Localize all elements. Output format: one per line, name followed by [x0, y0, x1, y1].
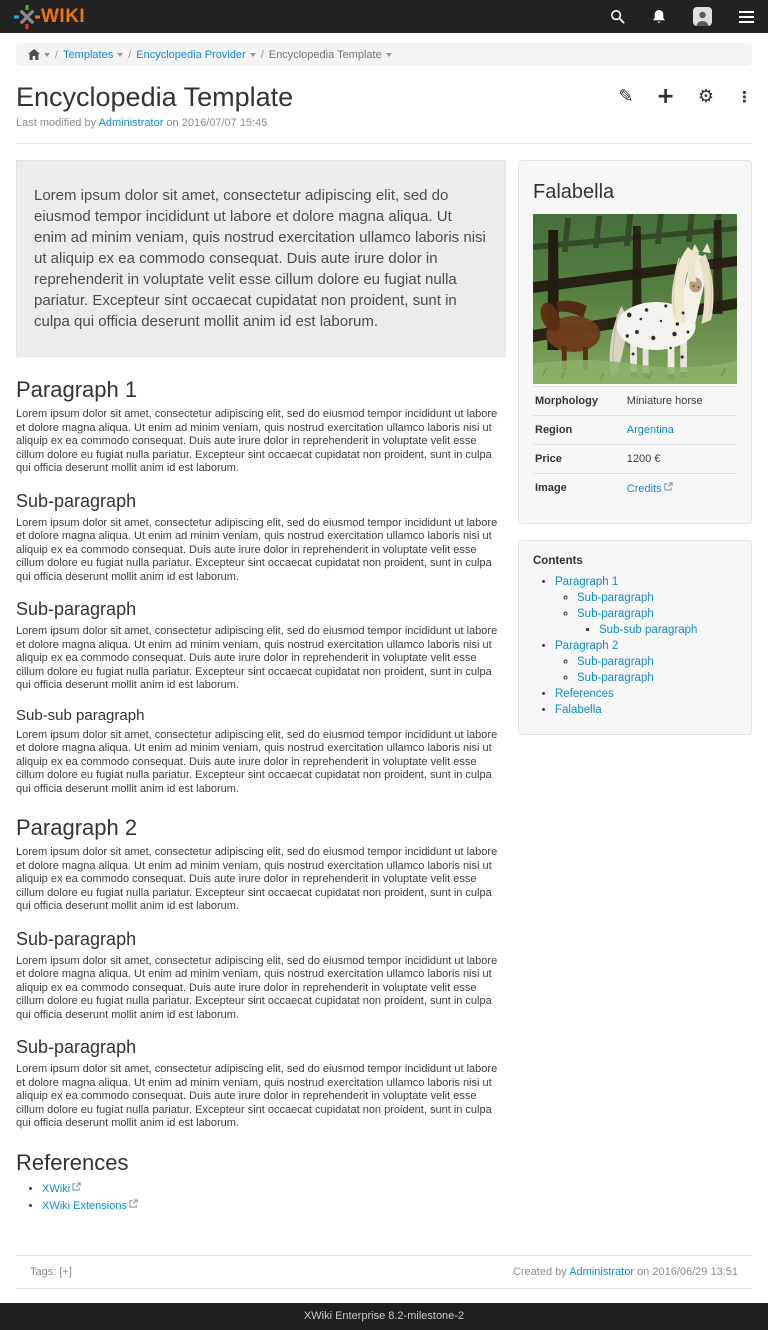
credits-label: Credits: [626, 483, 662, 495]
section-heading-paragraph-2: Paragraph 2: [16, 815, 138, 840]
references-list: [42, 1182, 506, 1212]
page-header: [0, 70, 768, 129]
region-link[interactable]: Argentina: [626, 424, 674, 436]
section-heading-references: References: [16, 1149, 129, 1175]
infobox-table: [533, 386, 737, 509]
last-modified-prefix: Last modified by: [16, 117, 97, 129]
lead-box: Lorem ipsum dolor sit amet, consectetur adipiscing elit, sed do eiusmod tempor incididunt ut labore et dolore magna aliqua. Ut enim ad minim veniam, quis nostrud exercitation ullamco laboris nisi ut aliquip ex ea commodo consequat. Duis aute irure dolor in reprehenderit in voluptate velit esse cillum dolore eu fugiat nulla pariatur. Excepteur sint occaecat cupidatat non proident, sunt in culpa qui officia deserunt mollit anim id est laborum.: [16, 160, 506, 357]
infobox-row-label: Morphology: [533, 387, 625, 416]
infobox-row-label: Price: [533, 445, 625, 474]
table-row: [533, 387, 737, 416]
list-item: [577, 592, 737, 604]
toc-link-sub-paragraph[interactable]: Sub-paragraph: [577, 608, 654, 620]
toc-list: [533, 576, 737, 716]
infobox-row-label: Image: [533, 474, 625, 510]
toc-link-paragraph-2[interactable]: Paragraph 2: [555, 640, 619, 652]
main-content: [16, 160, 506, 1222]
toc-link-references[interactable]: References: [555, 688, 614, 700]
section-heading-sub-paragraph: Sub-paragraph: [16, 490, 137, 511]
list-item: [555, 688, 737, 700]
search-button[interactable]: [610, 9, 625, 24]
version-text: XWiki Enterprise 8.2-milestone-2: [303, 1310, 465, 1322]
infobox-row-label: Region: [533, 416, 625, 445]
table-row: [533, 474, 737, 510]
list-item: [599, 624, 737, 636]
table-row: [533, 416, 737, 445]
bell-icon: [652, 9, 666, 25]
user-menu-button[interactable]: [693, 7, 712, 26]
settings-button[interactable]: [698, 88, 714, 106]
section-body: Lorem ipsum dolor sit amet, consectetur adipiscing elit, sed do eiusmod tempor incididunt ut labore et dolore magna aliqua. Ut enim ad minim veniam, quis nostrud exercitation ullamco laboris nisi ut aliquip ex ea commodo consequat. Duis aute irure dolor in reprehenderit in voluptate velit esse cillum dolore eu fugiat nulla pariatur. Excepteur sint occaecat cupidatat non proident, sunt in culpa qui officia deserunt mollit anim id est laborum.: [16, 846, 498, 912]
add-button[interactable]: [656, 84, 675, 109]
external-link-icon: [72, 1182, 81, 1191]
navbar-actions: [610, 7, 754, 26]
last-modified-user-link[interactable]: Administrator: [98, 117, 164, 129]
section-body: Lorem ipsum dolor sit amet, consectetur adipiscing elit, sed do eiusmod tempor incididunt ut labore et dolore magna aliqua. Ut enim ad minim veniam, quis nostrud exercitation ullamco laboris nisi ut aliquip ex ea commodo consequat. Duis aute irure dolor in reprehenderit in voluptate velit esse cillum dolore eu fugiat nulla pariatur. Excepteur sint occaecat cupidatat non proident, sunt in culpa qui officia deserunt mollit anim id est laborum.: [16, 625, 498, 691]
edit-button[interactable]: [618, 88, 633, 106]
side-column: [518, 160, 752, 735]
created-prefix: Created by: [512, 1266, 567, 1278]
breadcrumb-separator: /: [128, 48, 132, 61]
notifications-button[interactable]: [652, 9, 666, 25]
breadcrumb-item-current: Encyclopedia Template: [268, 48, 382, 61]
breadcrumb-separator: /: [260, 48, 264, 61]
created-info: [513, 1266, 738, 1278]
xwiki-logo-x-icon: [14, 5, 40, 29]
infobox-panel: [518, 160, 752, 524]
section-body: Lorem ipsum dolor sit amet, consectetur adipiscing elit, sed do eiusmod tempor incididunt ut labore et dolore magna aliqua. Ut enim ad minim veniam, quis nostrud exercitation ullamco laboris nisi ut aliquip ex ea commodo consequat. Duis aute irure dolor in reprehenderit in voluptate velit esse cillum dolore eu fugiat nulla pariatur. Excepteur sint occaecat cupidatat non proident, sunt in culpa qui officia deserunt mollit anim id est laborum.: [16, 1063, 498, 1129]
infobox-row-value: 1200 €: [625, 445, 737, 474]
breadcrumb-caret[interactable]: [386, 53, 392, 57]
home-icon: [28, 49, 40, 60]
external-link-icon: [664, 482, 673, 491]
breadcrumb-caret[interactable]: [117, 53, 123, 57]
breadcrumb: [16, 43, 752, 66]
reference-link-xwiki[interactable]: [42, 1183, 81, 1195]
version-bar: [0, 1303, 768, 1330]
breadcrumb-item-templates[interactable]: Templates: [63, 48, 114, 61]
breadcrumb-home-caret[interactable]: [44, 53, 50, 57]
table-row: [533, 445, 737, 474]
tags-label: Tags:: [30, 1266, 57, 1278]
add-tag-button[interactable]: [+]: [59, 1266, 72, 1278]
toc-link-sub-sub-paragraph[interactable]: Sub-sub paragraph: [599, 624, 698, 636]
toc-link-paragraph-1[interactable]: Paragraph 1: [555, 576, 619, 588]
section-heading-sub-paragraph: Sub-paragraph: [16, 599, 137, 619]
hamburger-icon: [739, 11, 754, 23]
kebab-icon: ⋮: [737, 88, 752, 106]
list-item: [577, 608, 737, 636]
list-item: [577, 672, 737, 684]
last-modified: [16, 117, 752, 129]
section-heading-sub-paragraph: Sub-paragraph: [16, 928, 137, 949]
toc-link-sub-paragraph[interactable]: Sub-paragraph: [577, 592, 654, 604]
section-body: Lorem ipsum dolor sit amet, consectetur adipiscing elit, sed do eiusmod tempor incididunt ut labore et dolore magna aliqua. Ut enim ad minim veniam, quis nostrud exercitation ullamco laboris nisi ut aliquip ex ea commodo consequat. Duis aute irure dolor in reprehenderit in voluptate velit esse cillum dolore eu fugiat nulla pariatur. Excepteur sint occaecat cupidatat non proident, sunt in culpa qui officia deserunt mollit anim id est laborum.: [16, 728, 498, 795]
search-icon: [610, 9, 625, 24]
image-credits-link[interactable]: [627, 483, 673, 495]
breadcrumb-separator: /: [55, 48, 59, 61]
external-link-icon: [129, 1199, 138, 1208]
person-icon: [693, 9, 712, 26]
section-heading-paragraph-1: Paragraph 1: [16, 377, 138, 402]
list-item: [555, 640, 737, 684]
reference-label: XWiki: [42, 1182, 71, 1195]
page-actions: [618, 84, 752, 109]
breadcrumb-home-link[interactable]: [28, 49, 40, 60]
created-user-link[interactable]: Administrator: [569, 1266, 634, 1278]
top-navbar: [0, 0, 768, 33]
infobox-title: Falabella: [533, 181, 615, 203]
list-item: [42, 1199, 506, 1212]
reference-link-xwiki-extensions[interactable]: [42, 1200, 138, 1212]
section-heading-sub-sub-paragraph: Sub-sub paragraph: [16, 706, 145, 724]
list-item: [42, 1182, 506, 1195]
page-footer: [16, 1255, 752, 1289]
infobox-row-value: Miniature horse: [625, 387, 737, 416]
list-item: [577, 656, 737, 668]
breadcrumb-item-encyclopedia-provider[interactable]: Encyclopedia Provider: [136, 48, 246, 61]
user-avatar: [693, 7, 712, 26]
toc-link-falabella[interactable]: Falabella: [555, 704, 602, 716]
breadcrumb-caret[interactable]: [250, 53, 256, 57]
tags-area: [30, 1266, 72, 1278]
toc-link-sub-paragraph[interactable]: Sub-paragraph: [577, 672, 654, 684]
list-item: [555, 576, 737, 636]
more-actions-button[interactable]: [737, 88, 752, 106]
contents-panel: [518, 540, 752, 735]
gear-icon: ⚙: [697, 86, 714, 107]
section-body: Lorem ipsum dolor sit amet, consectetur adipiscing elit, sed do eiusmod tempor incididunt ut labore et dolore magna aliqua. Ut enim ad minim veniam, quis nostrud exercitation ullamco laboris nisi ut aliquip ex ea commodo consequat. Duis aute irure dolor in reprehenderit in voluptate velit esse cillum dolore eu fugiat nulla pariatur. Excepteur sint occaecat cupidatat non proident, sunt in culpa qui officia deserunt mollit anim id est laborum.: [16, 408, 498, 474]
pencil-icon: ✎: [618, 86, 634, 107]
toc-link-sub-paragraph[interactable]: Sub-paragraph: [577, 656, 654, 668]
last-modified-suffix: on 2016/07/07 15:45: [166, 117, 268, 129]
contents-title: Contents: [533, 555, 583, 567]
list-item: [555, 704, 737, 716]
brand-wordmark: WIKI: [41, 5, 86, 27]
section-heading-sub-paragraph: Sub-paragraph: [16, 1037, 137, 1057]
created-suffix: on 2016/06/29 13:51: [637, 1266, 738, 1278]
section-body: Lorem ipsum dolor sit amet, consectetur adipiscing elit, sed do eiusmod tempor incididunt ut labore et dolore magna aliqua. Ut enim ad minim veniam, quis nostrud exercitation ullamco laboris nisi ut aliquip ex ea commodo consequat. Duis aute irure dolor in reprehenderit in voluptate velit esse cillum dolore eu fugiat nulla pariatur. Excepteur sint occaecat cupidatat non proident, sunt in culpa qui officia deserunt mollit anim id est laborum.: [16, 954, 498, 1021]
reference-label: XWiki Extensions: [42, 1199, 127, 1212]
section-body: Lorem ipsum dolor sit amet, consectetur adipiscing elit, sed do eiusmod tempor incididunt ut labore et dolore magna aliqua. Ut enim ad minim veniam, quis nostrud exercitation ullamco laboris nisi ut aliquip ex ea commodo consequat. Duis aute irure dolor in reprehenderit in voluptate velit esse cillum dolore eu fugiat nulla pariatur. Excepteur sint occaecat cupidatat non proident, sunt in culpa qui officia deserunt mollit anim id est laborum.: [16, 516, 498, 583]
falabella-horse-photo: [533, 214, 737, 384]
plus-icon: +: [656, 84, 675, 109]
page-title: Encyclopedia Template: [16, 82, 294, 112]
xwiki-logo[interactable]: [14, 5, 85, 29]
content-area: [0, 144, 768, 1233]
drawer-menu-button[interactable]: [739, 11, 754, 23]
